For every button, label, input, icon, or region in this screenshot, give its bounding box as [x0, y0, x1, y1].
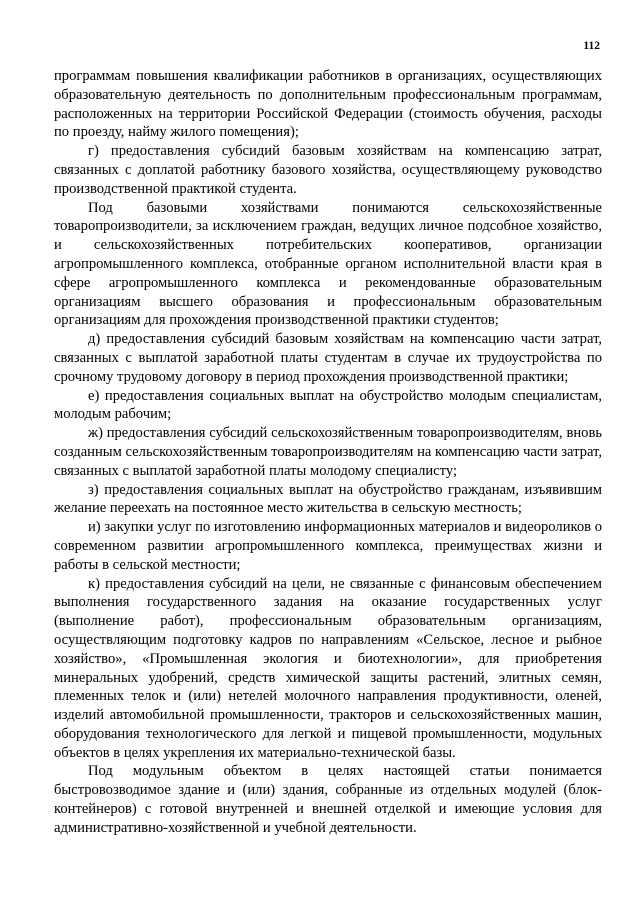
paragraph-item-i: и) закупки услуг по изготовлению информационных материалов и видеороликов о современном развитии агропромышленного комплекса, преимуществах жизни и работы в сельской местности; [54, 519, 602, 573]
paragraph-continuation: программам повышения квалификации работников в организациях, осуществляющих образовательную деятельность по дополнительным профессиональным программам, расположенных на территории Российской Федерации (стоимость обучения, расходы по проезду, найму жилого помещения); [54, 68, 602, 141]
paragraph-item-d: д) предоставления субсидий базовым хозяйствам на компенсацию части затрат, связанных с выплатой заработной платы студентам в случае их трудоустройства по срочному трудовому договору в период прохождения производственной практики; [54, 331, 602, 385]
page-number: 112 [583, 40, 600, 52]
paragraph-modular-object-definition: Под модульным объектом в целях настоящей статьи понимается быстровозводимое здание и (или) здания, собранные из отдельных модулей (блок-контейнеров) с готовой внутренней и внешней отделкой и имеющие условия для административно-хозяйственной и учебной деятельности. [54, 763, 602, 836]
paragraph-base-farms-definition: Под базовыми хозяйствами понимаются сельскохозяйственные товаропроизводители, за исключением граждан, ведущих личное подсобное хозяйство, и сельскохозяйственных потребительских кооперативов, организации агропромышленного комплекса, отобранные органом исполнительной власти края в сфере агропромышленного комплекса и рекомендованные образовательным организациям высшего образования и профессиональным образовательным организациям для прохождения производственной практики студентов; [54, 199, 602, 329]
paragraph-item-g: г) предоставления субсидий базовым хозяйствам на компенсацию затрат, связанных с доплатой работнику базового хозяйства, осуществляющему руководство производственной практикой студента. [54, 143, 602, 197]
paragraph-item-z: з) предоставления социальных выплат на обустройство гражданам, изъявившим желание переехать на постоянное место жительства в сельскую местность; [54, 481, 602, 517]
document-body [54, 67, 602, 838]
paragraph-item-k: к) предоставления субсидий на цели, не связанные с финансовым обеспечением выполнения государственного задания на оказание государственных услуг (выполнение работ), профессиональным образовательным организациям, осуществляющим подготовку кадров по направлениям «Сельское, лесное и рыбное хозяйство», «Промышленная экология и биотехнологии», для приобретения минеральных удобрений, средств химической защиты растений, элитных семян, племенных телок и (или) нетелей молочного направления продуктивности, оленей, изделий автомобильной промышленности, тракторов и сельскохозяйственных машин, оборудования технологического для легкой и пищевой промышленности, модульных объектов в целях укрепления их материально-технической базы. [54, 575, 602, 761]
paragraph-item-zh: ж) предоставления субсидий сельскохозяйственным товаропроизводителям, вновь созданным сельскохозяйственным товаропроизводителям на компенсацию части затрат, связанных с выплатой заработной платы молодому специалисту; [54, 425, 602, 479]
paragraph-item-e: е) предоставления социальных выплат на обустройство молодым специалистам, молодым рабочим; [54, 387, 602, 423]
